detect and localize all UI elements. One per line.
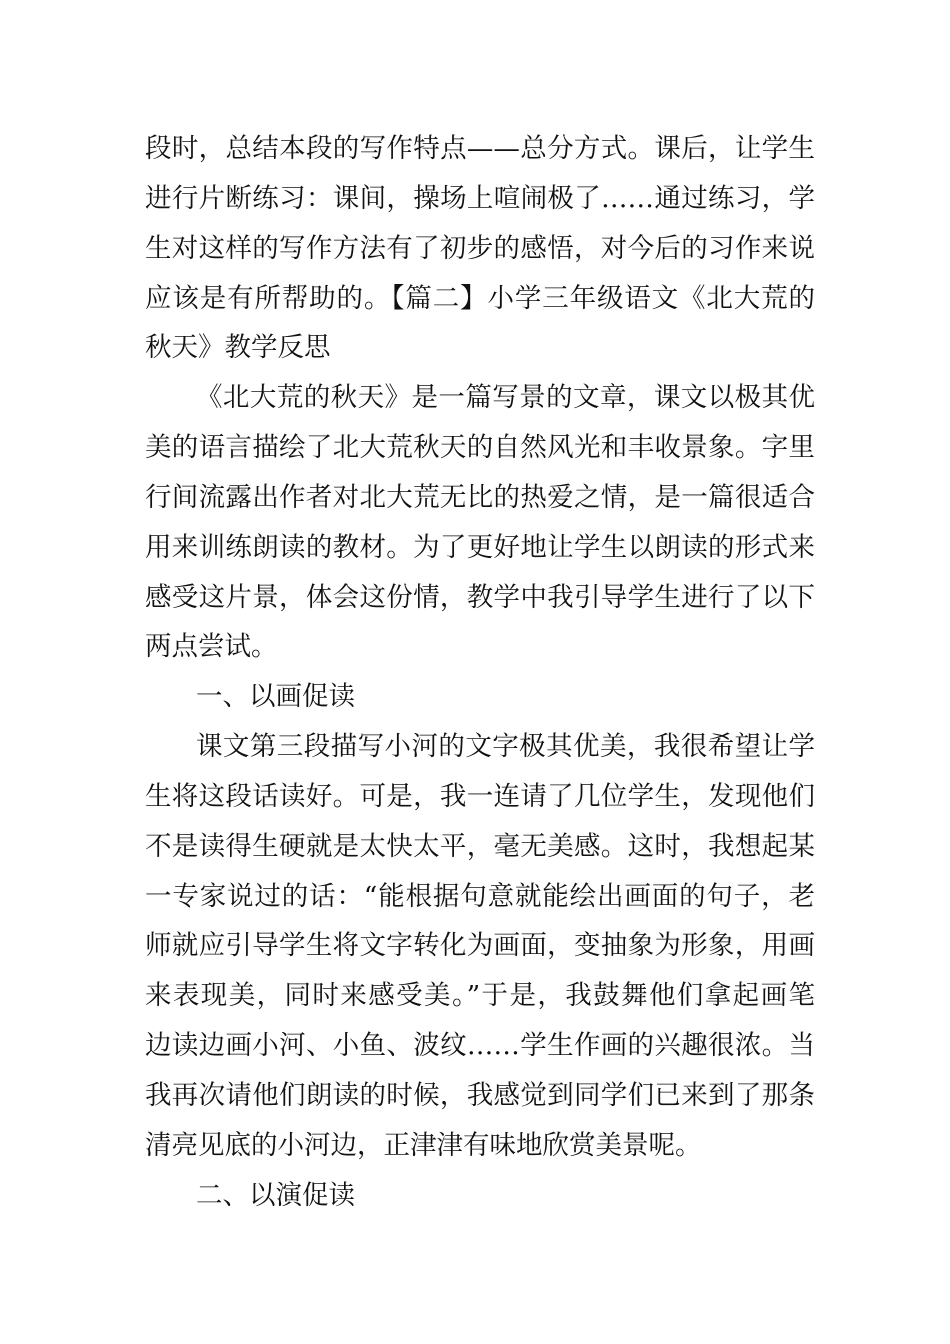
text-line: 边读边画小河、小鱼、波纹……学生作画的兴趣很浓。当: [145, 1030, 815, 1061]
text-line: 应该是有所帮助的。【篇二】小学三年级语文《北大荒的: [145, 283, 815, 314]
text-line: 生将这段话读好。可是，我一连请了几位学生，发现他们: [145, 781, 815, 812]
paragraph-first-line: 《北大荒的秋天》是一篇写景的文章，课文以极其优: [196, 382, 815, 413]
text-line: 美的语言描绘了北大荒秋天的自然风光和丰收景象。字里: [145, 432, 815, 463]
text-line: 段时，总结本段的写作特点——总分方式。课后，让学生: [145, 133, 815, 164]
text-line: 两点尝试。: [145, 631, 278, 662]
text-line: 秋天》教学反思: [145, 332, 331, 363]
section-heading: 二、以演促读: [196, 1180, 355, 1211]
text-line: 不是读得生硬就是太快太平，毫无美感。这时，我想起某: [145, 831, 815, 862]
text-line: 生对这样的写作方法有了初步的感悟，对今后的习作来说: [145, 233, 815, 264]
text-line: 用来训练朗读的教材。为了更好地让学生以朗读的形式来: [145, 532, 815, 563]
text-line: 一专家说过的话：“能根据句意就能绘出画面的句子，老: [145, 881, 815, 912]
text-line: 感受这片景，体会这份情，教学中我引导学生进行了以下: [145, 582, 815, 613]
paragraph-first-line: 课文第三段描写小河的文字极其优美，我很希望让学: [196, 731, 815, 762]
section-heading: 一、以画促读: [196, 681, 355, 712]
text-line: 进行片断练习：课间，操场上喧闹极了……通过练习，学: [145, 183, 815, 214]
text-line: 行间流露出作者对北大荒无比的热爱之情，是一篇很适合: [145, 482, 815, 513]
text-line: 师就应引导学生将文字转化为画面，变抽象为形象，用画: [145, 930, 815, 961]
text-line: 清亮见底的小河边，正津津有味地欣赏美景呢。: [145, 1130, 702, 1161]
text-line: 我再次请他们朗读的时候，我感觉到同学们已来到了那条: [145, 1080, 815, 1111]
text-line: 来表现美，同时来感受美。”于是，我鼓舞他们拿起画笔: [145, 980, 815, 1011]
